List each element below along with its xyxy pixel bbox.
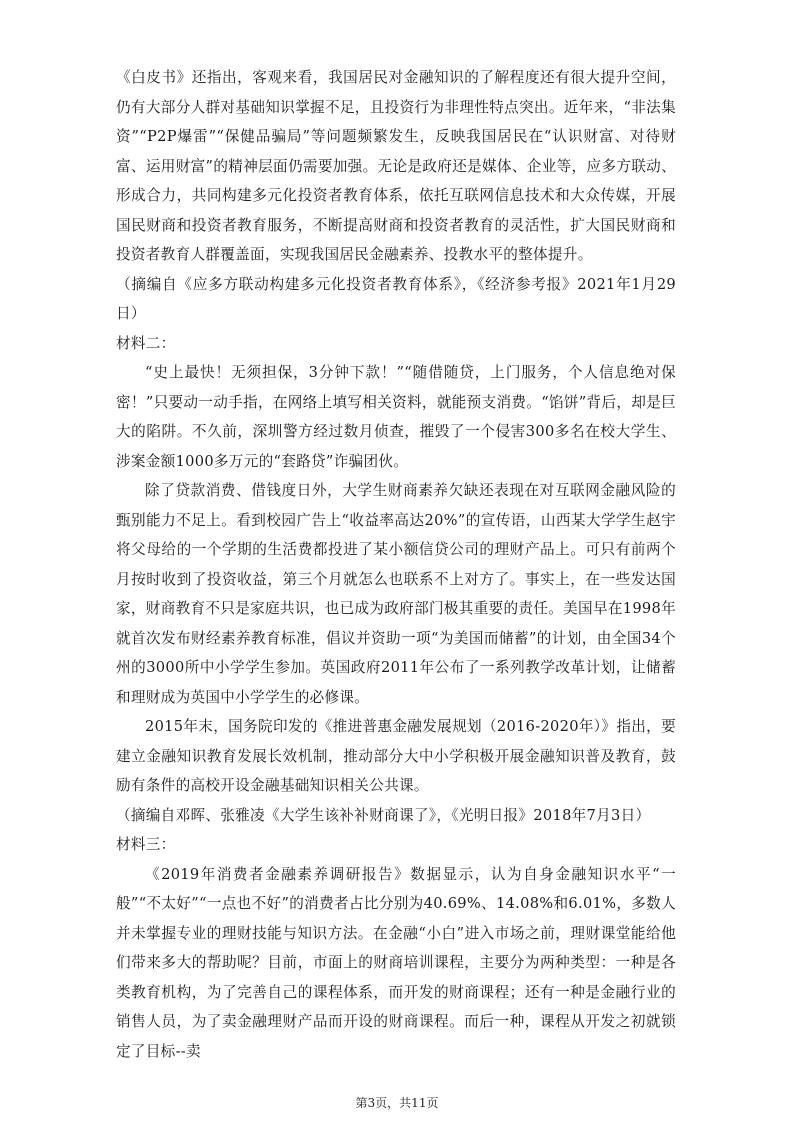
paragraph-finance-literacy: 除了贷款消费、借钱度日外，大学生财商素养欠缺还表现在对互联网金融风险的甄别能力不足上。看到校园广告上“收益率高达20%”的宣传语，山西某大学学生赵宇将父母给的一个学期的生活费都投进了某小额信贷公司的理财产品上。可只有前两个月按时收到了投资收益，第三个月就怎么也联系不上对方了。事实上，在一些发达国家，财商教育不只是家庭共识，也已成为政府部门极其重要的责任。美国早在1998年就首次发布财经素养教育标准，倡议并资助一项“为美国而储蓄”的计划，由全国34个州的3000所中小学学生参加。英国政府2011年公布了一系列教学改革计划，让储蓄和理财成为英国中小学学生的必修课。: [116, 482, 676, 706]
material-heading-3: 材料三：: [116, 836, 176, 853]
paragraph-state-council: 2015年末，国务院印发的《推进普惠金融发展规划（2016-2020年）》指出，要建立金融知识教育发展长效机制，推动部分大中小学积极开展金融知识普及教育，鼓励有条件的高校开设金融基础知识相关公共课。: [116, 718, 676, 794]
document-body: [116, 63, 676, 1066]
source-citation-2: （摘编自邓晖、张雅凌《大学生该补补财商课了》，《光明日报》2018年7月3日）: [116, 806, 651, 824]
paragraph-survey-report: 《2019年消费者金融素养调研报告》数据显示，认为自身金融知识水平“一般”“不太好”“一点也不好”的消费者占比分别为40.69%、14.08%和6.01%，多数人并未掌握专业的理财技能与知识方法。在金融“小白”进入市场之前，理财课堂能给他们带来多大的帮助呢？目前，市面上的财商培训课程，主要分为两种类型：一种是各类教育机构，为了完善自己的课程体系，而开发的财商课程；还有一种是金融行业的销售人员，为了卖金融理财产品而开设的财商课程。而后一种，课程从开发之初就锁定了目标--卖: [116, 865, 676, 1060]
paragraph-loan-trap: “史上最快！无须担保，3分钟下款！”“随借随贷，上门服务，个人信息绝对保密！”只要动一动手指，在网络上填写相关资料，就能预支消费。“馅饼”背后，却是巨大的陷阱。不久前，深圳警方经过数月侦查，摧毁了一个侵害300多名在校大学生、涉案金额1000多万元的“套路贷”诈骗团伙。: [116, 364, 676, 470]
page-number-footer: 第3页，共11页: [355, 1096, 439, 1110]
paragraph-baipishu: 《白皮书》还指出，客观来看，我国居民对金融知识的了解程度还有很大提升空间，仍有大部分人群对基础知识掌握不足，且投资行为非理性特点突出。近年来，“非法集资”“P2P爆雷”“保健品骗局”等问题频繁发生，反映我国居民在“认识财富、对待财富、运用财富”的精神层面仍需要加强。无论是政府还是媒体、企业等，应多方联动、形成合力，共同构建多元化投资者教育体系，依托互联网信息技术和大众传媒，开展国民财商和投资者教育服务，不断提高财商和投资者教育的灵活性，扩大国民财商和投资者教育人群覆盖面，实现我国居民金融素养、投教水平的整体提升。: [116, 69, 676, 263]
source-citation-1: （摘编自《应多方联动构建多元化投资者教育体系》，《经济参考报》2021年1月29日）: [116, 275, 676, 322]
material-heading-2: 材料二：: [116, 334, 176, 352]
